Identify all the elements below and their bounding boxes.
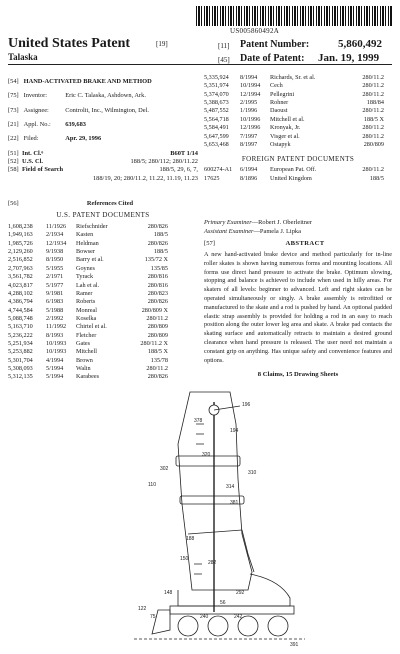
biblio-inventor-row	[8, 92, 198, 100]
reference-number: 5,584,491	[204, 124, 229, 132]
reference-class: 280/809	[363, 140, 384, 148]
examiners-block	[204, 218, 392, 237]
date-ref: [45]	[218, 56, 230, 64]
reference-name: Mitchell et al.	[270, 115, 305, 123]
reference-row	[8, 323, 198, 331]
reference-row	[8, 365, 198, 373]
reference-row	[204, 99, 392, 107]
us-patent-list-right	[204, 74, 392, 149]
reference-name: Koselka	[76, 314, 97, 322]
reference-name: Roberts	[76, 298, 96, 306]
reference-number: 5,088,748	[8, 314, 33, 322]
reference-name: Gates	[76, 340, 91, 348]
reference-date: 5/1994	[46, 373, 64, 381]
reference-class: 280/11.2	[146, 365, 168, 373]
reference-number: 17625	[204, 174, 220, 182]
fig-label-302: 302	[160, 466, 169, 472]
biblio-assignee-row	[8, 107, 198, 115]
assistant-examiner-name: Pamela J. Lipka	[259, 228, 301, 236]
reference-row	[8, 315, 198, 323]
fig-label-148: 148	[164, 590, 173, 596]
assistant-examiner-label: Assistant Examiner	[204, 228, 254, 236]
field-search-value: 188/5, 29, 6, 7,	[159, 166, 198, 174]
reference-row	[204, 82, 392, 90]
abstract-title: ABSTRACT	[285, 240, 325, 247]
reference-class: 280/11.2	[362, 74, 384, 81]
biblio-search-row-2	[8, 175, 198, 183]
reference-number: 5,251,934	[8, 340, 33, 348]
reference-row	[204, 141, 392, 149]
assistant-examiner: Assistant Examiner—Pamela J. Lipka	[204, 228, 301, 236]
field-search-value-cont: 188/19, 20; 280/11.2, 11.22, 11.19, 11.23	[92, 174, 198, 182]
reference-class: 280/11.2 X	[140, 340, 168, 348]
biblio-ref: [52]	[8, 157, 19, 165]
patent-number-ref: [11]	[218, 42, 230, 50]
reference-date: 5/1977	[46, 281, 64, 289]
reference-row	[8, 256, 198, 264]
abstract-ref: [57]	[204, 240, 215, 247]
biblio-ref: [21]	[8, 120, 19, 128]
biblio-ref: [73]	[8, 106, 19, 114]
reference-date: 8/1993	[46, 331, 64, 339]
biblio-ref: [75]	[8, 92, 19, 100]
reference-date: 5/1955	[46, 264, 64, 272]
reference-name: Heldman	[76, 239, 99, 247]
reference-row	[204, 74, 392, 82]
reference-class: 280/809	[147, 331, 168, 339]
reference-row	[204, 175, 392, 183]
reference-number: 5,308,093	[8, 365, 33, 373]
reference-date: 7/1997	[240, 132, 258, 140]
reference-name: Kronyak, Jr.	[270, 124, 301, 132]
reference-class: 135/78	[150, 356, 168, 364]
reference-number: 5,647,599	[204, 132, 229, 140]
reference-number: 4,386,794	[8, 298, 33, 306]
references-block	[8, 200, 198, 382]
us-patent-docs-title: U.S. PATENT DOCUMENTS	[56, 211, 150, 219]
reference-name: Mitchell	[76, 348, 97, 356]
reference-row	[8, 357, 198, 365]
biblio-filed-row	[8, 135, 198, 143]
reference-number: 5,236,222	[8, 331, 33, 339]
primary-examiner-name: Robert J. Oberleitner	[258, 219, 312, 226]
reference-date: 10/1993	[46, 348, 67, 356]
inventor-value: Eric C. Talaska, Ashdown, Ark.	[65, 92, 146, 100]
reference-name: Cech	[270, 82, 283, 90]
assignee-value: Controlit, Inc., Wilmington, Del.	[65, 106, 149, 114]
reference-number: 5,253,882	[8, 348, 33, 356]
reference-date: 8/1997	[240, 140, 258, 148]
abstract-block	[204, 240, 392, 378]
reference-number: 5,388,673	[204, 99, 229, 107]
biblio-label: Filed:	[23, 135, 39, 143]
biblio-label: Field of Search	[22, 166, 64, 174]
reference-date: 9/1938	[46, 248, 64, 256]
reference-number: 4,744,584	[8, 306, 33, 314]
biblio-ref: [51]	[8, 149, 19, 157]
fig-label-310: 310	[248, 470, 257, 476]
reference-number: 5,564,718	[204, 115, 229, 123]
reference-date: 11/1992	[46, 323, 67, 331]
reference-date: 10/1994	[240, 82, 261, 90]
reference-date: 2/1995	[240, 99, 258, 107]
reference-row	[8, 373, 198, 381]
reference-name: Ostapyk	[270, 140, 291, 148]
barcode-number: US005860492A	[230, 27, 280, 35]
boot-cuff	[188, 530, 254, 572]
reference-date: 4/1994	[46, 356, 64, 364]
reference-class: 188/84	[366, 99, 384, 107]
reference-row	[8, 307, 198, 315]
reference-date: 5/1988	[46, 306, 64, 314]
fig-label-320: 320	[202, 452, 211, 458]
biblio-label: Assignee:	[23, 106, 49, 114]
reference-number: 4,023,817	[8, 281, 33, 289]
reference-date: 1/1996	[240, 107, 258, 115]
reference-class: 280/816	[147, 273, 168, 281]
reference-name: Monreal	[76, 306, 97, 314]
reference-date: 9/1981	[46, 289, 64, 297]
fig-label-381: 381	[230, 500, 239, 506]
reference-number: 5,374,070	[204, 90, 229, 98]
date-label: Date of Patent:	[240, 53, 305, 64]
reference-name: Kasten	[76, 231, 94, 239]
reference-row	[204, 91, 392, 99]
biblio-appl-row	[8, 121, 198, 129]
reference-row	[8, 290, 198, 298]
biblio-search-row	[8, 166, 198, 174]
reference-row	[204, 124, 392, 132]
patent-number: 5,860,492	[338, 38, 382, 50]
hatching	[194, 424, 204, 574]
reference-name: Bowser	[76, 248, 95, 256]
reference-date: 8/1950	[46, 256, 64, 264]
reference-name: Barry et al.	[76, 256, 104, 264]
fig-label-150: 150	[180, 556, 189, 562]
reference-date: 10/1996	[240, 115, 261, 123]
biblio-label: Int. Cl.⁶	[22, 149, 44, 157]
reference-number: 5,653,468	[204, 140, 229, 148]
reference-number: 4,288,102	[8, 289, 33, 297]
reference-class: 280/823	[147, 289, 168, 297]
references-right-block	[204, 74, 392, 183]
reference-name: Riefschnider	[76, 223, 108, 230]
reference-class: 280/11.2	[146, 314, 168, 322]
reference-class: 280/826	[147, 223, 168, 230]
barcode	[196, 6, 392, 26]
reference-date: 10/1993	[46, 340, 67, 348]
fig-label-292: 292	[236, 590, 245, 596]
fig-label-194: 194	[230, 428, 239, 434]
reference-name: Daoust	[270, 107, 288, 115]
patent-date: Jan. 19, 1999	[318, 52, 380, 64]
wheel-2	[208, 616, 228, 636]
reference-name: European Pat. Off.	[270, 166, 317, 174]
reference-number: 5,351,974	[204, 82, 229, 90]
reference-name: Chirtel et al.	[76, 323, 107, 331]
fig-label-314: 314	[226, 484, 235, 490]
reference-class: 280/11.2	[362, 166, 384, 174]
reference-class: 280/11.2	[362, 124, 384, 132]
references-heading-row	[8, 200, 198, 207]
reference-name: Richards, Sr. et al.	[270, 74, 316, 81]
fig-label-188: 188	[186, 536, 195, 542]
reference-name: Brown	[76, 356, 93, 364]
reference-date: 12/1994	[240, 90, 261, 98]
document-title: United States Patent	[8, 36, 131, 51]
abstract-text: A new hand-activated brake device and method particularly for in-line roller skates is shown having numerous forms and mounting locations. All forms use direct hand pressure to activate the brake. Optimum slowing, stopping and balance is achieved to include when used in hilly areas. For skaters of all levels: beginner to advanced. Left and right skates can be operated simultaneously or singly. A brake assembly is retrofitted or manufactured to the skate and a rod is pushed by hand. An optional padded elastic strap assembly is provided for holding a rod in an easy to reach position along the outer lower leg area and skate. A brake pad contacts the skating surface and automatically retracts to maintain a desired ground clearance when hand pressure is released. The user need not maintain a constant grip on anything. Has unique safety and convenience features and options.	[204, 251, 392, 364]
reference-row	[204, 166, 392, 174]
patent-title: HAND-ACTIVATED BRAKE AND METHOD	[23, 78, 152, 85]
title-ref: [19]	[156, 40, 168, 48]
reference-date: 11/1926	[46, 223, 67, 230]
reference-name: Walin	[76, 365, 91, 373]
biblio-label: Inventor:	[23, 92, 48, 100]
reference-number: 1,949,163	[8, 231, 33, 239]
biblio-ref: [22]	[8, 135, 19, 143]
wheel-1	[178, 616, 198, 636]
biblio-uscl-row	[8, 158, 198, 166]
reference-name: Ramer	[76, 289, 93, 297]
reference-date: 6/1994	[240, 166, 258, 174]
patent-drawing	[130, 384, 380, 650]
biblio-ref: [54]	[8, 78, 19, 85]
biblio-label: Appl. No.:	[23, 120, 51, 128]
fig-label-242: 242	[234, 614, 243, 620]
reference-class: 280/11.2	[362, 132, 384, 140]
wheel-4	[268, 616, 288, 636]
reference-number: 1,985,726	[8, 239, 33, 247]
reference-class: 188/5	[153, 248, 168, 256]
inventor-surname: Talaska	[8, 52, 38, 62]
reference-name: Rohner	[270, 99, 289, 107]
reference-class: 188/5	[369, 174, 384, 182]
reference-class: 188/5 X	[147, 348, 168, 356]
reference-number: 600274-A1	[204, 166, 233, 174]
fig-label-56: 56	[220, 600, 226, 606]
reference-class: 280/816	[147, 281, 168, 289]
reference-class: 280/826	[147, 298, 168, 306]
reference-row	[8, 273, 198, 281]
reference-number: 5,163,710	[8, 323, 33, 331]
reference-number: 2,516,852	[8, 256, 33, 264]
foreign-patent-docs-title: FOREIGN PATENT DOCUMENTS	[241, 155, 355, 164]
reference-date: 12/1996	[240, 124, 261, 132]
reference-name: Pellegrini	[270, 90, 295, 98]
reference-number: 5,301,704	[8, 356, 33, 364]
reference-date: 8/1994	[240, 74, 258, 81]
fig-label-110: 110	[148, 482, 156, 488]
references-ref: [56]	[8, 200, 19, 207]
reference-date: 6/1983	[46, 298, 64, 306]
filed-date-value: Apr. 29, 1996	[65, 135, 102, 143]
reference-class: 280/11.2	[362, 82, 384, 90]
reference-name: Lah et al.	[76, 281, 100, 289]
reference-row	[8, 348, 198, 356]
reference-row	[8, 340, 198, 348]
skate-frame	[170, 606, 294, 614]
fig-label-75: 75	[150, 614, 156, 620]
reference-date: 2/1934	[46, 231, 64, 239]
biblio-intcl-row	[8, 150, 198, 158]
us-patent-list-left	[8, 223, 198, 382]
reference-row	[8, 231, 198, 239]
primary-examiner: Primary Examiner—Robert J. Oberleitner	[204, 219, 312, 226]
biblio-label: U.S. Cl.	[22, 157, 43, 165]
reference-row	[8, 282, 198, 290]
reference-class: 188/5 X	[363, 115, 384, 123]
us-cl-value: 188/5; 280/112; 280/11.22	[130, 157, 198, 165]
reference-row	[204, 116, 392, 124]
primary-examiner-label: Primary Examiner	[204, 219, 252, 226]
fig-label-122: 122	[138, 606, 147, 612]
reference-date: 2/1971	[46, 273, 64, 281]
reference-name: United Kingdom	[270, 174, 312, 182]
reference-class: 280/11.2	[362, 90, 384, 98]
biblio-title-row	[8, 78, 198, 86]
reference-class: 280/11.2	[362, 107, 384, 115]
reference-row	[8, 223, 198, 231]
reference-class: 135/85	[150, 264, 168, 272]
reference-class: 280/809	[147, 323, 168, 331]
fig-label-282: 282	[208, 560, 217, 566]
reference-class: 135/72 X	[144, 256, 168, 264]
reference-row	[8, 265, 198, 273]
reference-name: Karabees	[76, 373, 100, 381]
int-cl-value: B60T 1/14	[170, 149, 198, 157]
reference-date: 8/1896	[240, 174, 258, 182]
reference-name: Fletcher	[76, 331, 97, 339]
biblio-block	[8, 78, 198, 183]
fig-label-240: 240	[200, 614, 209, 620]
claims-line: 8 Claims, 15 Drawing Sheets	[257, 371, 339, 379]
reference-number: 1,608,238	[8, 223, 33, 230]
reference-row	[204, 133, 392, 141]
reference-date: 5/1994	[46, 365, 64, 373]
reference-number: 5,487,552	[204, 107, 229, 115]
reference-class: 188/5	[153, 231, 168, 239]
reference-name: Visger et al.	[270, 132, 300, 140]
reference-number: 3,561,782	[8, 273, 33, 281]
reference-number: 5,335,924	[204, 74, 229, 81]
header-rule	[8, 64, 392, 65]
reference-number: 5,312,135	[8, 373, 33, 381]
fig-label-391: 391	[290, 642, 299, 648]
fig-label-196: 196	[242, 402, 251, 408]
reference-row	[204, 107, 392, 115]
foreign-patent-list	[204, 166, 392, 183]
reference-name: Goynes	[76, 264, 95, 272]
patent-number-label: Patent Number:	[240, 39, 310, 50]
biblio-ref: [58]	[8, 166, 19, 174]
reference-class: 280/809 X	[141, 306, 168, 314]
appl-number-value: 639,683	[65, 120, 86, 128]
abstract-heading-row	[204, 240, 392, 247]
reference-row	[8, 332, 198, 340]
reference-number: 2,129,260	[8, 248, 33, 256]
fig-label-378: 378	[194, 418, 203, 424]
reference-date: 2/1992	[46, 314, 64, 322]
reference-row	[8, 240, 198, 248]
reference-class: 280/826	[147, 239, 168, 247]
reference-date: 12/1934	[46, 239, 67, 247]
reference-number: 2,707,963	[8, 264, 33, 272]
reference-class: 280/826	[147, 373, 168, 381]
references-title: References Cited	[86, 200, 134, 207]
reference-row	[8, 248, 198, 256]
reference-name: Tyrack	[76, 273, 94, 281]
reference-row	[8, 298, 198, 306]
